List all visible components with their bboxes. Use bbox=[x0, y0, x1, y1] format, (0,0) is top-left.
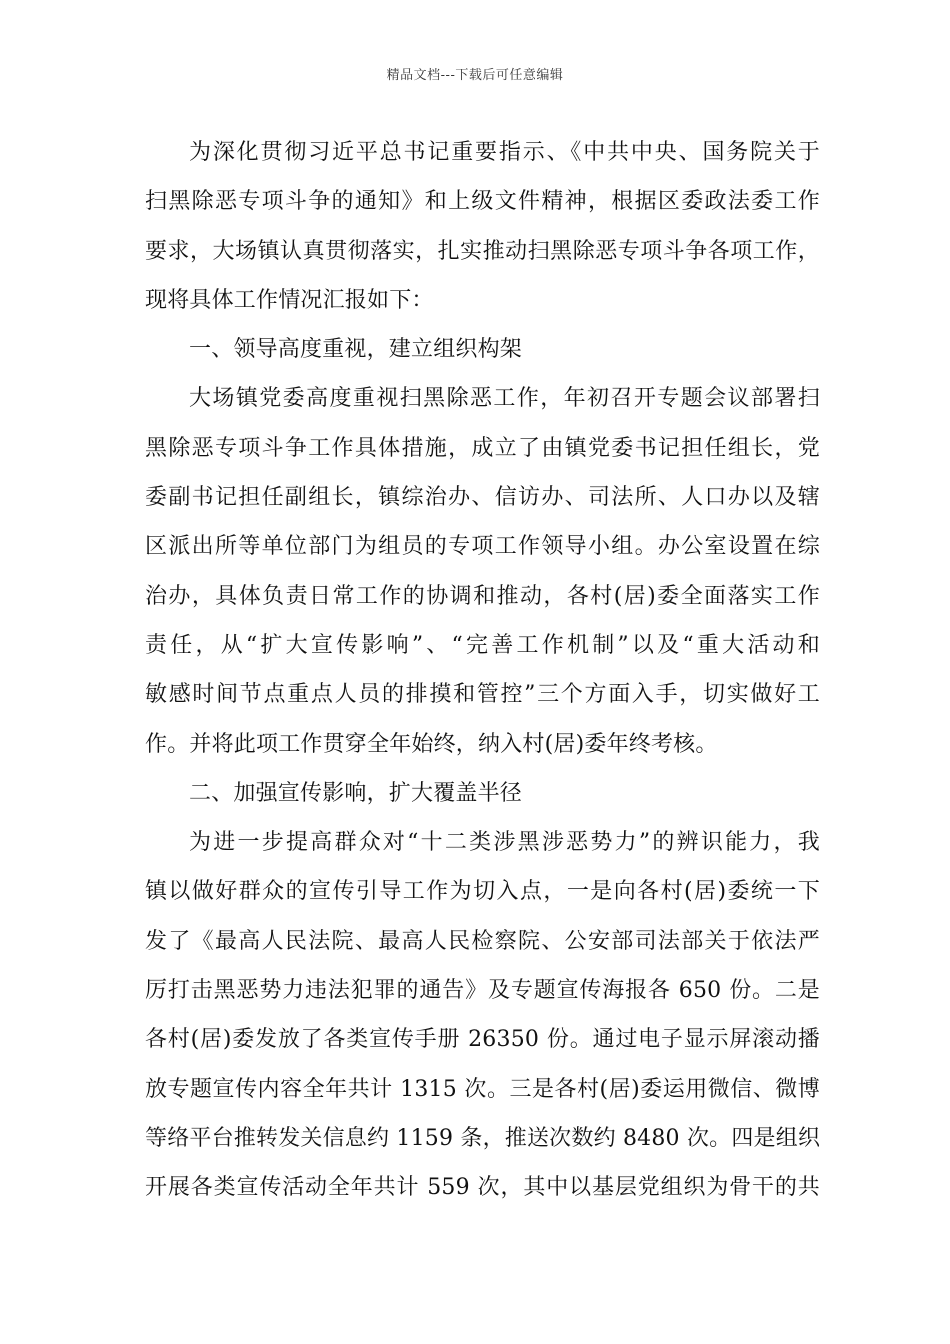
text-line: 委副书记担任副组长，镇综治办、信访办、司法所、人口办以及辖 bbox=[145, 485, 820, 511]
text-line: 区派出所等单位部门为组员的专项工作领导小组。办公室设置在综 bbox=[145, 534, 820, 560]
text-line: 发了《最高人民法院、最高人民检察院、公安部司法部关于依法严 bbox=[145, 928, 820, 954]
text-line: 等络平台推转发关信息约 1159 条，推送次数约 8480 次。四是组织 bbox=[145, 1125, 821, 1151]
text-line: 要求，大场镇认真贯彻落实，扎实推动扫黑除恶专项斗争各项工作， bbox=[145, 238, 820, 264]
document-body bbox=[145, 128, 820, 1213]
text-line: 为进一步提高群众对“十二类涉黑涉恶势力”的辨识能力，我 bbox=[189, 830, 820, 856]
page-header: 精品文档---下载后可任意编辑 bbox=[386, 68, 564, 83]
text-line: 扫黑除恶专项斗争的通知》和上级文件精神，根据区委政法委工作 bbox=[145, 189, 820, 215]
text-line: 开展各类宣传活动全年共计 559 次，其中以基层党组织为骨干的共 bbox=[145, 1175, 820, 1201]
text-line: 各村(居)委发放了各类宣传手册 26350 份。通过电子显示屏滚动播 bbox=[145, 1027, 820, 1053]
section-heading: 二、加强宣传影响，扩大覆盖半径 bbox=[189, 780, 523, 806]
text-line: 现将具体工作情况汇报如下： bbox=[145, 287, 434, 313]
text-line: 敏感时间节点重点人员的排摸和管控”三个方面入手，切实做好工 bbox=[145, 682, 820, 708]
text-line: 为深化贯彻习近平总书记重要指示、《中共中央、国务院关于 bbox=[189, 140, 820, 165]
text-line: 治办，具体负责日常工作的协调和推动，各村(居)委全面落实工作 bbox=[145, 583, 820, 609]
text-line: 大场镇党委高度重视扫黑除恶工作，年初召开专题会议部署扫 bbox=[189, 386, 820, 412]
text-line: 黑除恶专项斗争工作具体措施，成立了由镇党委书记担任组长，党 bbox=[145, 435, 820, 461]
text-line: 放专题宣传内容全年共计 1315 次。三是各村(居)委运用微信、微博 bbox=[145, 1076, 820, 1102]
text-line: 厉打击黑恶势力违法犯罪的通告》及专题宣传海报各 650 份。二是 bbox=[145, 978, 820, 1004]
text-line: 镇以做好群众的宣传引导工作为切入点，一是向各村(居)委统一下 bbox=[145, 879, 820, 905]
section-heading: 一、领导高度重视，建立组织构架 bbox=[189, 337, 523, 363]
text-line: 责任，从“扩大宣传影响”、“完善工作机制”以及“重大活动和 bbox=[145, 632, 820, 658]
text-line: 作。并将此项工作贯穿全年始终，纳入村(居)委年终考核。 bbox=[145, 731, 718, 757]
